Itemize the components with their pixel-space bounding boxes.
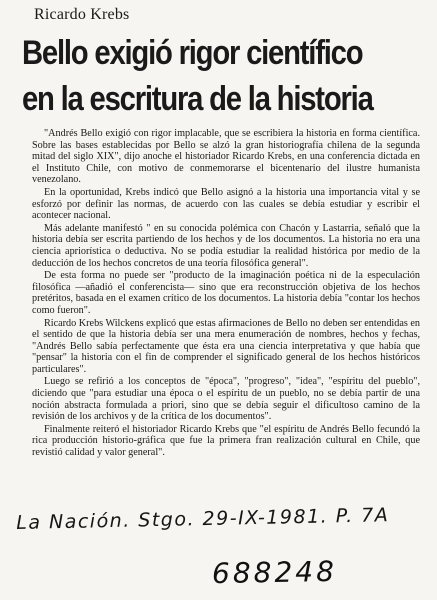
article-paragraph: "Andrés Bello exigió con rigor implacable, que se escribiera la historia en forma científica. Sobre las bases establecidas por Bello se alzó la gran historiografía chilena de la segunda mitad del siglo XIX", dijo anoche el historiador Ricardo Krebs, en una conferencia dictada en el Instituto Chile, con motivo de conmemorarse el bicentenario del ilustre humanista venezolano. xyxy=(32,128,420,186)
article-paragraph: Más adelante manifestó " en su conocida polémica con Chacón y Lastarria, señaló que la historia debía ser escrita partiendo de los hechos y de los documentos. La historia no era una ciencia apriorística o deductiva. No se podía estudiar la realidad histórica por medio de la deducción de los hechos concretos de una teoría filosófica general". xyxy=(32,222,420,269)
article-paragraph: En la oportunidad, Krebs indicó que Bello asignó a la historia una importancia vital y se esforzó por definir las normas, de acuerdo con las cuales se debía estudiar y escribir el acontecer nacional. xyxy=(32,186,420,222)
handwritten-catalog-number: 688248 xyxy=(211,554,338,591)
byline: Ricardo Krebs xyxy=(34,6,130,23)
article-paragraph: De esta forma no puede ser "producto de la imaginación poética ni de la especulación filosófica —añadió el conferencista— sino que era reconstrucción objetiva de los hechos pretéritos, basada en el examen crítico de los documentos. La historia debía "contar los hechos como fueron". xyxy=(32,270,420,316)
article-paragraph: Finalmente reiteró el historiador Ricardo Krebs que "el espíritu de Andrés Bello fecundó la rica producción historio-gráfica que fue la primera fran realización cultural en Chile, que revistió calidad y valor general". xyxy=(32,423,420,459)
headline xyxy=(22,30,373,122)
article-paragraph: Ricardo Krebs Wilckens explicó que estas afirmaciones de Bello no deben ser entendidas en el sentido de que la historia debía ser una mera enumeración de nombres, hechos y fechas, "Andrés Bello sabía perfectamente que ésta era una ciencia interpretativa y que había que "pensar" la historia con el fin de comprender el significado general de los hechos históricos particulares". xyxy=(32,317,420,375)
article-paragraph: Luego se refirió a los conceptos de "época", "progreso", "idea", "espíritu del pueblo", diciendo que "para estudiar una época o el espíritu de un pueblo, no se debía partir de una noción abstracta formulada a priori, sino que se debía seguir el dificultoso camino de la revisión de los archivos y de la crítica de los documentos". xyxy=(32,376,420,423)
headline-line: en la escritura de la historia xyxy=(22,80,373,118)
headline-line: Bello exigió rigor científico xyxy=(22,34,363,72)
handwritten-source-note: La Nación. Stgo. 29-IX-1981. P. 7A xyxy=(16,504,390,534)
article-body xyxy=(32,128,420,460)
